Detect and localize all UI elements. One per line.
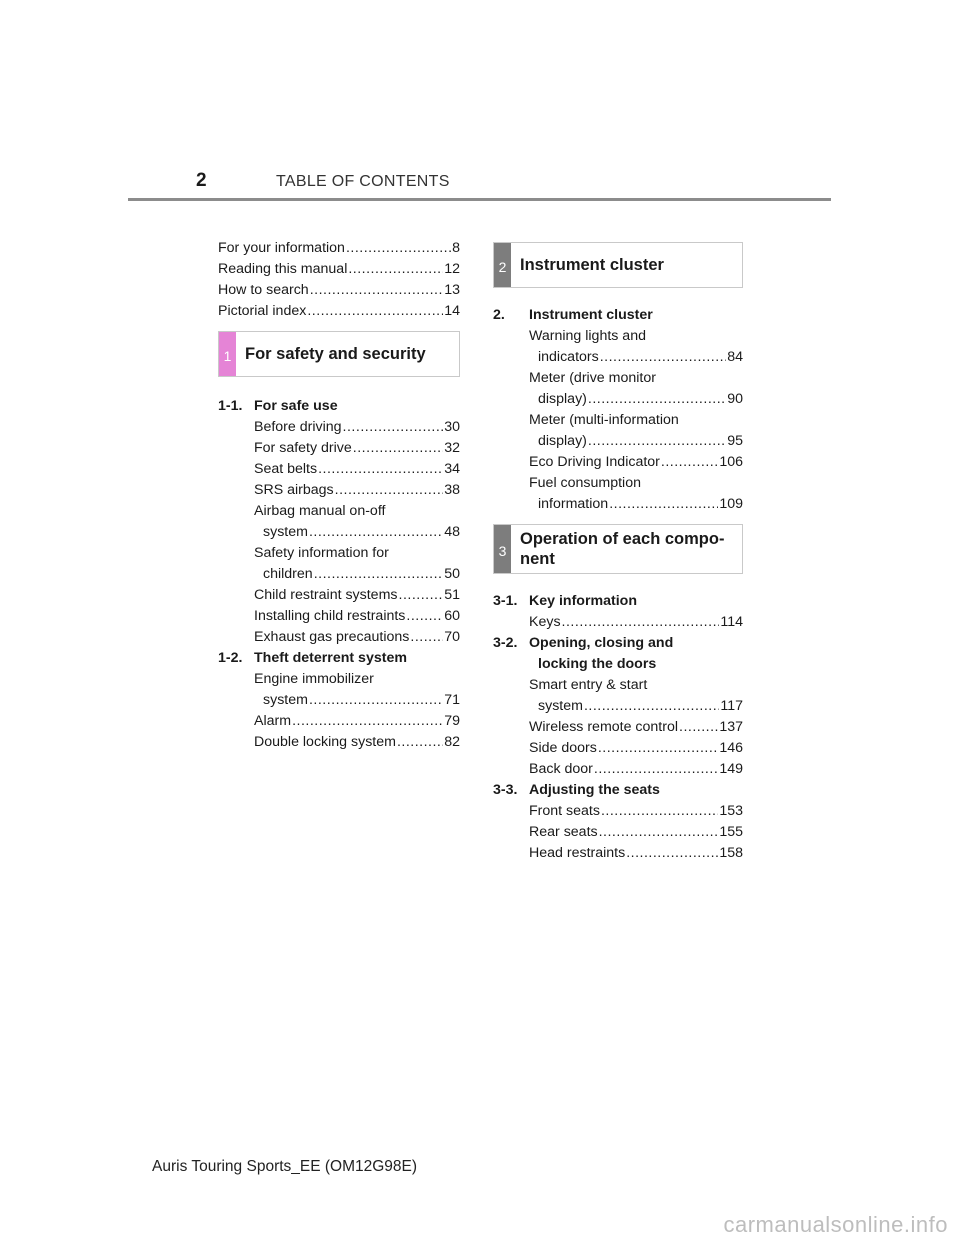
header-divider xyxy=(128,198,831,201)
toc-entry[interactable]: Meter (multi-information display) ..... 95 xyxy=(529,410,743,452)
section-header-2[interactable] xyxy=(493,242,743,288)
toc-entry[interactable]: Double locking system ..... 82 xyxy=(254,732,460,753)
subsection-items xyxy=(493,612,743,633)
toc-entry[interactable]: Exhaust gas precautions ..... 70 xyxy=(254,627,460,648)
page-title: TABLE OF CONTENTS xyxy=(276,173,450,190)
toc-entry[interactable]: Head restraints ..... 158 xyxy=(529,843,743,864)
subsection-items xyxy=(218,417,460,648)
subsection-heading: 1-1. For safe use xyxy=(218,398,338,414)
toc-entry[interactable]: Alarm ..... 79 xyxy=(254,711,460,732)
site-watermark: carmanualsonline.info xyxy=(723,1212,948,1237)
section-title: Instrument cluster xyxy=(520,256,664,274)
toc-entry[interactable]: Before driving ..... 30 xyxy=(254,417,460,438)
left-column xyxy=(218,238,460,753)
page-number: 2 xyxy=(196,170,207,191)
toc-entry[interactable]: For your information ..... 8 xyxy=(218,238,460,259)
right-column xyxy=(493,242,743,864)
toc-entry[interactable]: Fuel consumption information ..... 109 xyxy=(529,473,743,515)
toc-entry[interactable]: Seat belts ..... 34 xyxy=(254,459,460,480)
toc-entry[interactable]: Reading this manual ..... 12 xyxy=(218,259,460,280)
section-header-3[interactable] xyxy=(493,524,743,574)
subsection-heading: 2. Instrument cluster xyxy=(493,307,653,323)
subsection-heading: 3-1. Key information xyxy=(493,593,637,609)
toc-entry[interactable]: Side doors ..... 146 xyxy=(529,738,743,759)
subsection-items xyxy=(493,675,743,780)
subsection-heading: 3-3. Adjusting the seats xyxy=(493,782,660,798)
toc-entry[interactable]: How to search ..... 13 xyxy=(218,280,460,301)
section-tab: 1 xyxy=(219,332,236,376)
toc-entry[interactable]: Keys ..... 114 xyxy=(529,612,743,633)
intro-list xyxy=(218,238,460,322)
subsection-items xyxy=(218,669,460,753)
toc-entry[interactable]: SRS airbags ..... 38 xyxy=(254,480,460,501)
toc-entry[interactable]: Back door ..... 149 xyxy=(529,759,743,780)
section-title: Operation of each compo- nent xyxy=(520,530,725,568)
section-tab: 3 xyxy=(494,525,511,573)
toc-entry[interactable]: Safety information for children ..... 50 xyxy=(254,543,460,585)
toc-entry[interactable]: Wireless remote control ..... 137 xyxy=(529,717,743,738)
toc-entry[interactable]: Pictorial index ..... 14 xyxy=(218,301,460,322)
toc-entry[interactable]: Child restraint systems ..... 51 xyxy=(254,585,460,606)
toc-entry[interactable]: Engine immobilizer system ..... 71 xyxy=(254,669,460,711)
toc-entry[interactable]: Meter (drive monitor display) ..... 90 xyxy=(529,368,743,410)
toc-entry[interactable]: Warning lights and indicators ..... 84 xyxy=(529,326,743,368)
toc-entry[interactable]: Rear seats ..... 155 xyxy=(529,822,743,843)
toc-entry[interactable]: Eco Driving Indicator ..... 106 xyxy=(529,452,743,473)
toc-entry[interactable]: Airbag manual on-off system ..... 48 xyxy=(254,501,460,543)
section-title: For safety and security xyxy=(245,345,426,363)
section-header-1[interactable] xyxy=(218,331,460,377)
section-tab: 2 xyxy=(494,243,511,287)
toc-entry[interactable]: Front seats ..... 153 xyxy=(529,801,743,822)
subsection-heading: 1-2. Theft deterrent system xyxy=(218,650,407,666)
toc-entry[interactable]: For safety drive ..... 32 xyxy=(254,438,460,459)
toc-entry[interactable]: Installing child restraints ..... 60 xyxy=(254,606,460,627)
subsection-items xyxy=(493,326,743,515)
subsection-heading: 3-2. Opening, closing and locking the doors xyxy=(493,635,674,672)
toc-entry[interactable]: Smart entry & start system ..... 117 xyxy=(529,675,743,717)
manual-footer: Auris Touring Sports_EE (OM12G98E) xyxy=(152,1158,418,1175)
subsection-items xyxy=(493,801,743,864)
